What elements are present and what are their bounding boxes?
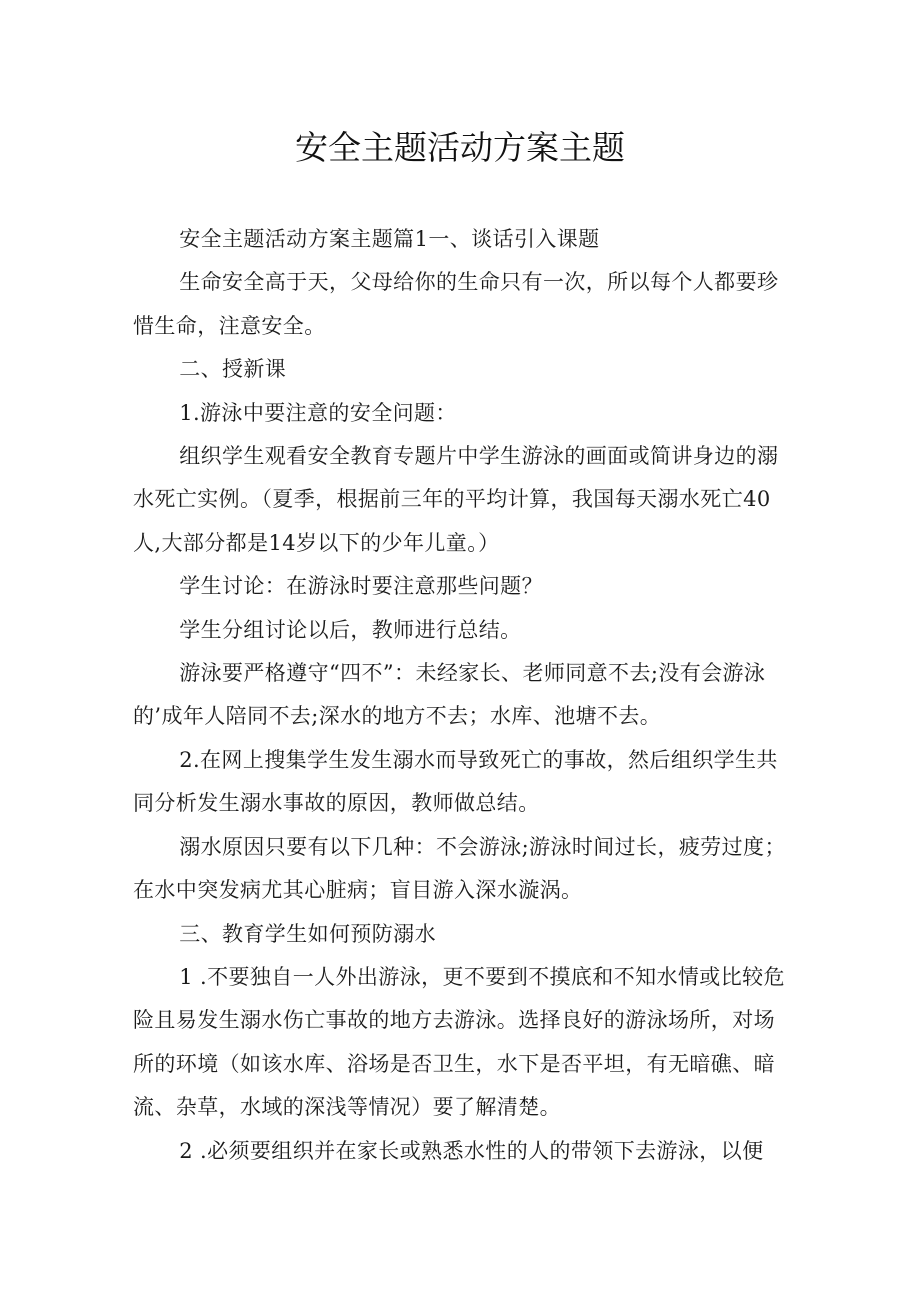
paragraph: 三、教育学生如何预防溺水 [179, 921, 436, 946]
paragraph: 1 .不要独自一人外出游泳，更不要到不摸底和不知水情或比较危险且易发生溺水伤亡事故的地方去游泳。选择良好的游泳场所，对场所的环境（如该水库、浴场是否卫生，水下是否平坦，有无暗礁、暗流、杂草，水域的深浅等情况）要了解清楚。 [133, 964, 785, 1120]
document-title: 安全主题活动方案主题 [295, 128, 625, 167]
paragraph: 游泳要严格遵守“四不”：未经家长、老师同意不去;没有会游泳的’成年人陪同不去;深水的地方不去；水库、池塘不去。 [133, 661, 766, 729]
paragraph: 1.游泳中要注意的安全问题： [179, 400, 457, 425]
paragraph: 安全主题活动方案主题篇1一、谈话引入课题 [179, 227, 600, 251]
document-body [133, 218, 793, 1173]
paragraph: 二、授新课 [179, 357, 287, 382]
paragraph: 溺水原因只要有以下几种：不会游泳;游泳时间过长，疲劳过度；在水中突发病尤其心脏病；盲目游入深水漩涡。 [133, 834, 786, 903]
paragraph: 组织学生观看安全教育专题片中学生游泳的画面或简讲身边的溺水死亡实例。（夏季，根据前三年的平均计算，我国每天溺水死亡40人,大部分都是14岁以下的少年儿童。） [133, 444, 779, 555]
paragraph: 学生讨论：在游泳时要注意那些问题？ [179, 574, 543, 599]
paragraph: 2 .必须要组织并在家长或熟悉水性的人的带领下去游泳，以便 [179, 1138, 764, 1163]
paragraph: 2.在网上搜集学生发生溺水而导致死亡的事故，然后组织学生共同分析发生溺水事故的原因，教师做总结。 [133, 747, 778, 816]
paragraph: 学生分组讨论以后，教师进行总结。 [179, 617, 522, 642]
paragraph: 生命安全高于天，父母给你的生命只有一次，所以每个人都要珍惜生命，注意安全。 [133, 270, 779, 338]
